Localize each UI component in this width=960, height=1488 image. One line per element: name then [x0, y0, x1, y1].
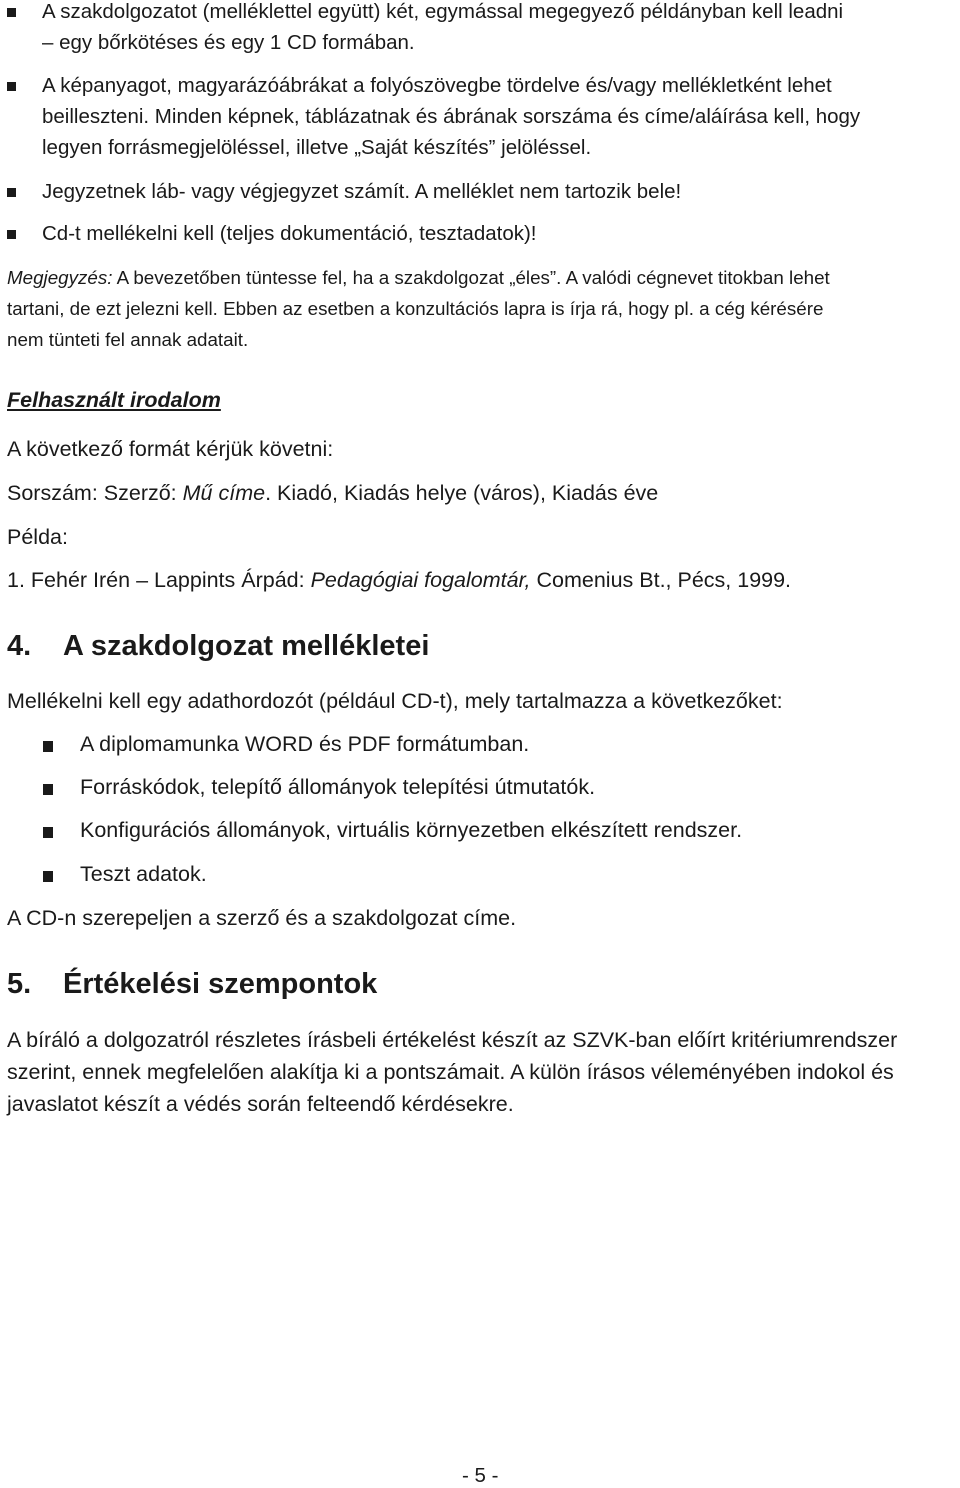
bullet-square-icon — [7, 8, 16, 17]
list-item: Teszt adatok. — [80, 862, 207, 886]
list-item-line: beilleszteni. Minden képnek, táblázatnak és ábrának sorszáma és címe/aláírása kell, hogy — [42, 105, 861, 128]
section-number: 5. — [7, 968, 32, 1000]
list-item: Forráskódok, telepítő állományok telepítési útmutatók. — [80, 775, 596, 799]
list-item-line: Jegyzetnek láb- vagy végjegyzet számít. A melléklet nem tartozik bele! — [42, 180, 682, 203]
list-item-line: A szakdolgozatot (melléklettel együtt) két, egymással megegyező példányban kell leadni — [42, 0, 844, 23]
section-title: A szakdolgozat mellékletei — [63, 630, 430, 662]
note-label: Megjegyzés: — [7, 267, 113, 288]
literature-intro: A következő formát kérjük követni: — [7, 437, 334, 461]
paragraph-line: javaslatot készít a védés során felteendő kérdésekre. — [7, 1092, 514, 1116]
section-outro: A CD-n szerepeljen a szerző és a szakdolgozat címe. — [7, 906, 517, 930]
example-label: Példa: — [7, 525, 68, 549]
bullet-square-icon — [7, 230, 16, 239]
bullet-square-icon — [7, 82, 16, 91]
bullet-square-icon — [43, 784, 53, 795]
section-number: 4. — [7, 630, 32, 662]
bullet-square-icon — [43, 871, 53, 882]
list-item-line: Cd-t mellékelni kell (teljes dokumentáció, tesztadatok)! — [42, 222, 537, 245]
bullet-square-icon — [7, 188, 16, 197]
bullet-square-icon — [43, 827, 53, 838]
list-item: Konfigurációs állományok, virtuális környezetben elkészített rendszer. — [80, 818, 743, 842]
literature-heading: Felhasznált irodalom — [7, 388, 221, 412]
list-item: A diplomamunka WORD és PDF formátumban. — [80, 732, 530, 756]
note-line: nem tünteti fel annak adatait. — [7, 329, 249, 350]
bullet-square-icon — [43, 741, 53, 752]
list-item-line: – egy bőrkötéses és egy 1 CD formában. — [42, 31, 415, 54]
paragraph-line: A bíráló a dolgozatról részletes írásbeli értékelést készít az SZVK-ban előírt kritériumrendszer — [7, 1028, 898, 1052]
citation-format: Sorszám: Szerző: Mű címe. Kiadó, Kiadás helye (város), Kiadás éve — [7, 481, 659, 505]
section-intro: Mellékelni kell egy adathordozót (például CD-t), mely tartalmazza a következőket: — [7, 689, 783, 713]
paragraph-line: szerint, ennek megfelelően alakítja ki a pontszámait. A külön írásos véleményében indokol és — [7, 1060, 894, 1084]
note-line: Megjegyzés: A bevezetőben tüntesse fel, ha a szakdolgozat „éles”. A valódi cégnevet titokban lehet — [7, 267, 830, 288]
citation-example: 1. Fehér Irén – Lappints Árpád: Pedagógiai fogalomtár, Comenius Bt., Pécs, 1999. — [7, 568, 792, 592]
page-number: - 5 - — [462, 1464, 499, 1487]
list-item-line: legyen forrásmegjelöléssel, illetve „Saját készítés” jelöléssel. — [42, 136, 592, 159]
list-item-line: A képanyagot, magyarázóábrákat a folyószövegbe tördelve és/vagy mellékletként lehet — [42, 74, 832, 97]
section-title: Értékelési szempontok — [63, 968, 378, 1000]
note-line: tartani, de ezt jelezni kell. Ebben az esetben a konzultációs lapra is írja rá, hogy pl. a cég kérésére — [7, 298, 824, 319]
